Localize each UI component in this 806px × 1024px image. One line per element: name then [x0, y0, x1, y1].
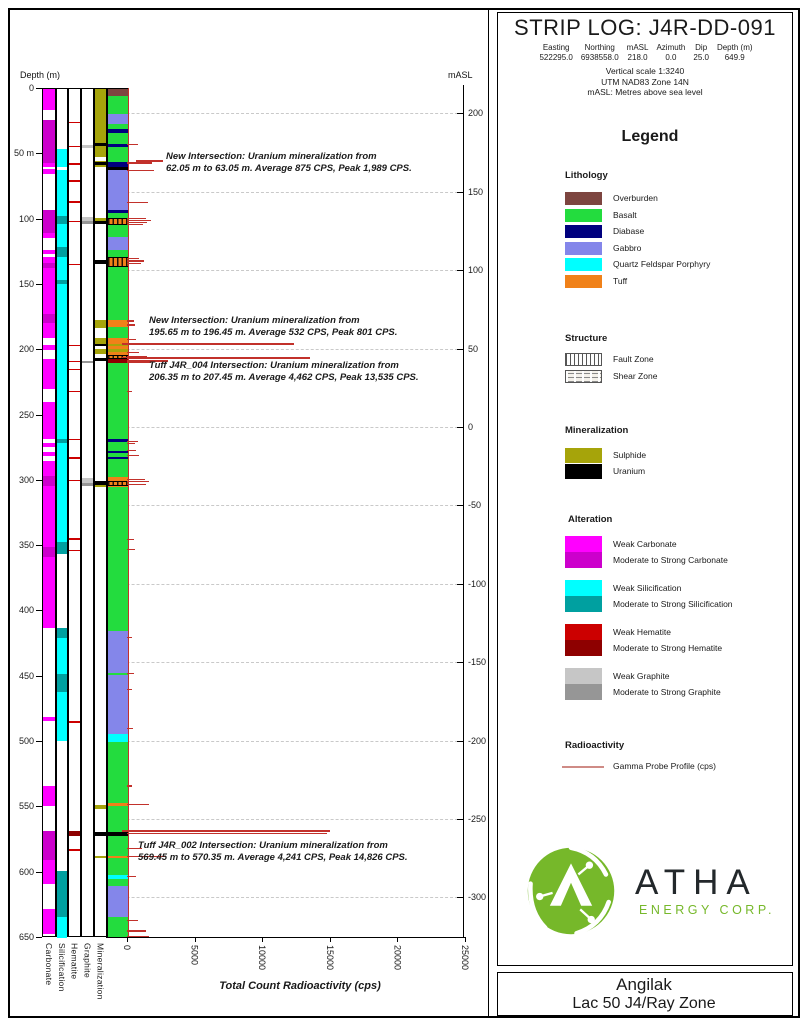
- legend-label: Basalt: [613, 209, 637, 220]
- masl-tick-label: -300: [468, 892, 487, 903]
- gamma-spike: [127, 170, 154, 171]
- gamma-spike: [127, 441, 138, 442]
- lithology-interval: [108, 742, 128, 803]
- lithology-interval: [108, 886, 128, 917]
- legend-swatch: [565, 640, 602, 656]
- gamma-spike: [127, 539, 134, 540]
- legend-swatch: [565, 258, 602, 271]
- depth-tick-label: 150: [18, 278, 34, 289]
- depth-tick-label: 300: [18, 474, 34, 485]
- depth-tick-label: 450: [18, 670, 34, 681]
- page-title: STRIP LOG: J4R-DD-091: [514, 15, 776, 40]
- carbonate-interval: [43, 233, 55, 238]
- carbonate-interval: [43, 831, 55, 860]
- atha-subtitle: ENERGY CORP.: [639, 903, 776, 917]
- hematite-interval: [69, 831, 80, 836]
- depth-tick-label: 550: [18, 801, 34, 812]
- hematite-interval: [69, 201, 80, 202]
- lithology-interval: [108, 675, 128, 734]
- mineralization-interval: [95, 805, 106, 809]
- carbonate-interval: [43, 860, 55, 885]
- mineralization-interval: [95, 260, 106, 264]
- intersection-annotation: [149, 315, 397, 338]
- scale-note: Vertical scale 1:3240: [605, 66, 685, 76]
- intersection-annotation: [138, 840, 408, 863]
- param-easting: Easting 522295.0: [539, 43, 573, 62]
- gamma-spike: [127, 479, 145, 480]
- hematite-interval: [69, 361, 80, 362]
- hematite-interval: [69, 849, 80, 850]
- silicification-interval: [57, 280, 67, 284]
- drillhole-params: [504, 43, 788, 62]
- gamma-spike: [127, 320, 134, 321]
- gamma-line-label: Gamma Probe Profile (cps): [613, 761, 716, 771]
- atha-wordmark: ATHA: [635, 863, 758, 902]
- masl-tick-label: 200: [468, 108, 484, 119]
- graphite-interval: [82, 361, 93, 363]
- param-masl: mASL 218.0: [626, 43, 649, 62]
- lithology-interval: [108, 257, 128, 266]
- depth-tick: [36, 545, 42, 546]
- x-axis-tick: [262, 937, 263, 942]
- depth-tick-label: 0: [28, 83, 34, 93]
- depth-tick-label: 500: [18, 736, 34, 747]
- carbonate-interval: [43, 476, 55, 486]
- legend-lithology-header: Lithology: [565, 170, 608, 181]
- graphite-interval: [82, 145, 93, 148]
- lithology-interval: [108, 327, 128, 339]
- annotation-leader: [122, 343, 294, 345]
- lithology-interval: [108, 836, 128, 856]
- gamma-spike: [127, 260, 144, 261]
- carbonate-interval: [43, 263, 55, 268]
- annotation-line: 569.45 m to 570.35 m. Average 4,241 CPS, Peak 14,826 CPS.: [138, 851, 408, 863]
- silicification-interval: [57, 692, 67, 740]
- annotation-leader: [122, 830, 330, 832]
- param-dip: Dip 25.0: [693, 43, 709, 62]
- lithology-interval: [108, 320, 128, 327]
- silicification-interval: [57, 439, 67, 443]
- depth-tick: [36, 284, 42, 285]
- legend-swatch: [565, 242, 602, 255]
- depth-tick: [36, 415, 42, 416]
- gamma-spike: [127, 673, 134, 674]
- gamma-spike: [127, 391, 132, 392]
- gamma-spike: [127, 804, 149, 805]
- gamma-spike: [127, 481, 149, 482]
- x-axis-tick: [465, 937, 466, 942]
- lithology-interval: [108, 442, 128, 451]
- lithology-interval: [108, 487, 128, 631]
- annotation-line: 195.65 m to 196.45 m. Average 532 CPS, Peak 801 CPS.: [149, 326, 398, 338]
- gamma-spike: [127, 450, 136, 451]
- atha-logo-icon: [525, 845, 617, 937]
- legend-title: Legend: [621, 128, 679, 145]
- legend-swatch: [565, 552, 602, 568]
- legend-label: Tuff: [613, 275, 628, 286]
- hematite-interval: [69, 264, 80, 265]
- x-axis-tick-label: 25000: [460, 944, 470, 971]
- masl-tick-label: -250: [468, 813, 487, 824]
- carbonate-interval: [43, 443, 55, 447]
- intersection-annotation: [166, 151, 412, 174]
- hematite-interval: [69, 550, 80, 551]
- info-panel-box: [497, 12, 793, 966]
- legend-radioactivity-header: Radioactivity: [565, 740, 625, 751]
- lithology-interval: [108, 806, 128, 832]
- lithology-interval: [108, 459, 128, 477]
- carbonate-interval: [43, 717, 55, 721]
- carbonate-interval: [43, 345, 55, 350]
- silicification-interval: [57, 216, 67, 224]
- footer-zone: Lac 50 J4/Ray Zone: [572, 995, 716, 1012]
- lithology-interval: [108, 250, 128, 258]
- silicification-interval: [57, 149, 67, 167]
- depth-tick-label: 250: [18, 409, 34, 420]
- gamma-spike: [127, 144, 138, 145]
- annotation-leader: [122, 357, 310, 359]
- column-label-mineralization: Mineralization: [95, 942, 106, 1000]
- hematite-interval: [69, 369, 80, 370]
- mineralization-interval: [95, 832, 106, 836]
- carbonate-interval: [43, 169, 55, 174]
- x-axis-tick: [397, 937, 398, 942]
- annotation-line: New Intersection: Uranium mineralization from: [149, 315, 360, 326]
- depth-tick: [36, 610, 42, 611]
- legend-label: Quartz Feldspar Porphyry: [613, 259, 711, 269]
- lithology-interval: [108, 237, 128, 250]
- hematite-interval: [69, 480, 80, 481]
- mineralization-interval: [95, 856, 106, 859]
- depth-tick-label: 100: [18, 213, 34, 224]
- masl-tick-label: -150: [468, 657, 487, 668]
- gamma-baseline: [128, 88, 129, 937]
- legend-structure-header: Structure: [565, 333, 608, 344]
- depth-tick-label: 200: [18, 344, 34, 355]
- scale-note: UTM NAD83 Zone 14N: [601, 76, 689, 87]
- legend-swatch: [565, 192, 602, 205]
- lithology-interval: [108, 363, 128, 439]
- x-axis-tick: [330, 937, 331, 942]
- legend-label: Fault Zone: [613, 354, 654, 364]
- intersection-annotation: [149, 360, 419, 383]
- lithology-interval: [108, 225, 128, 237]
- carbonate-interval: [43, 909, 55, 934]
- legend-swatch: [565, 668, 602, 684]
- gamma-spike: [127, 443, 135, 444]
- carbonate-interval: [43, 452, 55, 456]
- carbonate-interval: [43, 557, 55, 629]
- legend-swatch: [565, 225, 602, 238]
- hematite-interval: [69, 221, 80, 222]
- depth-tick: [36, 872, 42, 873]
- gamma-line-swatch: [562, 766, 604, 768]
- depth-tick: [36, 480, 42, 481]
- carbonate-interval: [43, 786, 55, 806]
- hematite-interval: [69, 721, 80, 722]
- depth-tick-label: 650: [18, 931, 34, 942]
- gamma-spike: [127, 455, 139, 456]
- gamma-spike: [127, 728, 133, 729]
- carbonate-interval: [43, 402, 55, 439]
- annotation-line: Tuff J4R_002 Intersection: Uranium mineralization from: [138, 840, 388, 851]
- silicification-interval: [57, 674, 67, 692]
- mineralization-interval: [95, 349, 106, 354]
- x-axis-tick-label: 0: [122, 944, 132, 950]
- hematite-interval: [69, 180, 80, 181]
- graphite-column: [81, 88, 94, 937]
- x-axis-tick: [195, 937, 196, 942]
- gamma-spike: [127, 785, 132, 786]
- depth-tick-label: 50 m: [13, 148, 34, 159]
- depth-tick: [36, 153, 42, 154]
- depth-tick: [36, 88, 42, 89]
- hematite-interval: [69, 457, 80, 458]
- legend-swatch: [565, 448, 602, 463]
- annotation-line: New Intersection: Uranium mineralization from: [166, 151, 377, 162]
- silicification-interval: [57, 443, 67, 542]
- silicification-column: [56, 88, 68, 937]
- mineralization-interval: [95, 89, 106, 157]
- x-axis-line: [106, 937, 465, 938]
- carbonate-interval: [43, 547, 55, 556]
- depth-tick-label: 350: [18, 540, 34, 551]
- depth-tick-label: 400: [18, 605, 34, 616]
- masl-tick-label: -50: [468, 500, 482, 511]
- carbonate-interval: [43, 250, 55, 254]
- legend-swatch: [565, 353, 602, 366]
- carbonate-interval: [43, 359, 55, 389]
- masl-tick-label: -100: [468, 578, 487, 589]
- legend-label: Moderate to Strong Carbonate: [613, 555, 728, 565]
- legend-label: Overburden: [613, 193, 658, 203]
- lithology-interval: [108, 631, 128, 673]
- column-label-graphite: Graphite: [82, 942, 93, 978]
- legend-swatch: [565, 536, 602, 552]
- mineralization-interval: [95, 358, 106, 361]
- graphite-interval: [82, 221, 93, 224]
- mineralization-interval: [95, 162, 106, 165]
- depth-tick: [36, 349, 42, 350]
- legend-label: Shear Zone: [613, 371, 658, 381]
- x-axis-tick-label: 10000: [257, 944, 268, 971]
- column-label-carbonate: Carbonate: [44, 942, 54, 986]
- masl-axis-line: [463, 85, 464, 937]
- legend-mineralization-header: Mineralization: [565, 425, 629, 436]
- legend-swatch: [565, 596, 602, 612]
- gamma-spike: [127, 920, 138, 921]
- hematite-interval: [69, 345, 80, 346]
- x-axis-tick-label: 5000: [189, 944, 200, 966]
- lithology-interval: [108, 170, 128, 210]
- carbonate-interval: [43, 486, 55, 547]
- hematite-column: [68, 88, 81, 937]
- silicification-interval: [57, 638, 67, 675]
- depth-tick: [36, 676, 42, 677]
- legend-label: Moderate to Strong Silicification: [613, 599, 733, 609]
- hematite-interval: [69, 163, 80, 164]
- masl-tick-label: -200: [468, 735, 487, 746]
- depth-tick-label: 600: [18, 866, 34, 877]
- column-label-hematite: Hematite: [69, 942, 80, 980]
- x-axis-tick: [127, 937, 128, 942]
- legend-alteration-header: Alteration: [568, 514, 613, 525]
- lithology-interval: [108, 858, 128, 875]
- gamma-spike: [127, 484, 146, 485]
- lithology-interval: [108, 734, 128, 742]
- silicification-interval: [57, 542, 67, 554]
- annotation-leader: [136, 160, 163, 162]
- x-axis-title: Total Count Radioactivity (cps): [219, 980, 381, 992]
- silicification-interval: [57, 247, 67, 257]
- annotation-line: Tuff J4R_004 Intersection: Uranium mineralization from: [149, 360, 399, 371]
- hematite-interval: [69, 122, 80, 123]
- param-depth-m-: Depth (m) 649.9: [716, 43, 753, 62]
- legend-swatch: [565, 580, 602, 596]
- legend-swatch: [565, 275, 602, 288]
- carbonate-interval: [43, 89, 55, 110]
- hematite-interval: [69, 391, 80, 392]
- masl-tick-label: 100: [468, 265, 484, 276]
- legend-label: Sulphide: [613, 450, 647, 460]
- lithology-interval: [108, 147, 128, 162]
- gamma-spike: [127, 637, 132, 638]
- lithology-interval: [108, 917, 128, 938]
- lithology-interval: [108, 218, 128, 225]
- gamma-spike: [127, 362, 151, 363]
- masl-axis-header: mASL: [448, 70, 473, 80]
- lithology-interval: [108, 267, 128, 321]
- legend-label: Weak Graphite: [613, 671, 670, 681]
- mineralization-interval: [95, 344, 106, 345]
- mineralization-interval: [95, 481, 106, 485]
- lithology-column: [107, 88, 129, 937]
- carbonate-column: [42, 88, 56, 937]
- silicification-interval: [57, 628, 67, 637]
- param-azimuth: Azimuth 0.0: [656, 43, 686, 62]
- depth-tick: [36, 806, 42, 807]
- gamma-spike: [127, 876, 136, 877]
- annotation-line: 62.05 m to 63.05 m. Average 875 CPS, Peak 1,989 CPS.: [166, 162, 412, 174]
- param-northing: Northing 6938558.0: [580, 43, 619, 62]
- scale-note: mASL: Metres above sea level: [587, 87, 703, 97]
- legend-label: Weak Hematite: [613, 627, 671, 637]
- hematite-interval: [69, 538, 80, 539]
- carbonate-interval: [43, 461, 55, 475]
- legend-label: Weak Carbonate: [613, 539, 677, 549]
- legend-swatch: [565, 209, 602, 222]
- depth-tick: [36, 219, 42, 220]
- hematite-interval: [69, 146, 80, 147]
- annotation-line: 206.35 m to 207.45 m. Average 4,462 CPS, Peak 13,535 CPS.: [149, 371, 419, 383]
- lithology-interval: [108, 96, 128, 114]
- legend-label: Moderate to Strong Graphite: [613, 687, 721, 697]
- gamma-spike: [127, 549, 135, 550]
- legend-label: Uranium: [613, 466, 646, 476]
- hematite-interval: [69, 439, 80, 440]
- depth-axis-header: Depth (m): [20, 70, 61, 80]
- mineralization-interval: [95, 143, 106, 147]
- legend-swatch: [565, 464, 602, 479]
- silicification-interval: [57, 917, 67, 938]
- legend-label: Weak Silicification: [613, 583, 682, 593]
- gamma-spike: [127, 833, 327, 834]
- legend-label: Diabase: [613, 226, 645, 236]
- masl-tick-label: 0: [468, 421, 474, 432]
- graphite-interval: [82, 483, 93, 486]
- depth-tick: [36, 741, 42, 742]
- mineralization-interval: [95, 338, 106, 343]
- silicification-interval: [57, 871, 67, 917]
- gamma-spike: [127, 224, 143, 225]
- footer-project: Angilak: [616, 975, 672, 994]
- legend-swatch: [565, 370, 602, 383]
- x-axis-tick-label: 15000: [324, 944, 335, 971]
- mineralization-interval: [95, 221, 106, 224]
- carbonate-interval: [43, 120, 55, 162]
- silicification-interval: [57, 224, 67, 248]
- gamma-spike: [127, 258, 139, 259]
- gamma-spike: [127, 339, 136, 340]
- silicification-interval: [57, 170, 67, 216]
- x-axis-tick-label: 20000: [392, 944, 403, 971]
- carbonate-interval: [43, 268, 55, 314]
- gamma-spike: [127, 263, 141, 264]
- scale-notes: [500, 66, 790, 98]
- legend-label: Moderate to Strong Hematite: [613, 643, 723, 653]
- gamma-spike: [127, 324, 135, 325]
- carbonate-interval: [43, 210, 55, 232]
- masl-tick-label: 50: [468, 343, 479, 354]
- carbonate-interval: [43, 163, 55, 168]
- legend-swatch: [565, 624, 602, 640]
- column-label-silicification: Silicification: [57, 942, 67, 992]
- lithology-interval: [108, 114, 128, 124]
- depth-tick: [36, 937, 42, 938]
- lithology-interval: [108, 879, 128, 886]
- mineralization-interval: [95, 320, 106, 328]
- gamma-spike: [127, 930, 146, 931]
- masl-tick-label: 150: [468, 186, 484, 197]
- gamma-spike: [127, 352, 139, 353]
- silicification-interval: [57, 257, 67, 279]
- gamma-spike: [127, 202, 148, 203]
- legend-label: Gabbro: [613, 242, 642, 253]
- carbonate-interval: [43, 323, 55, 339]
- legend-swatch: [565, 684, 602, 700]
- gamma-spike: [127, 689, 132, 690]
- gamma-spike: [127, 162, 152, 163]
- mineralization-column: [94, 88, 107, 937]
- lithology-interval: [108, 133, 128, 144]
- silicification-interval: [57, 284, 67, 439]
- carbonate-interval: [43, 314, 55, 323]
